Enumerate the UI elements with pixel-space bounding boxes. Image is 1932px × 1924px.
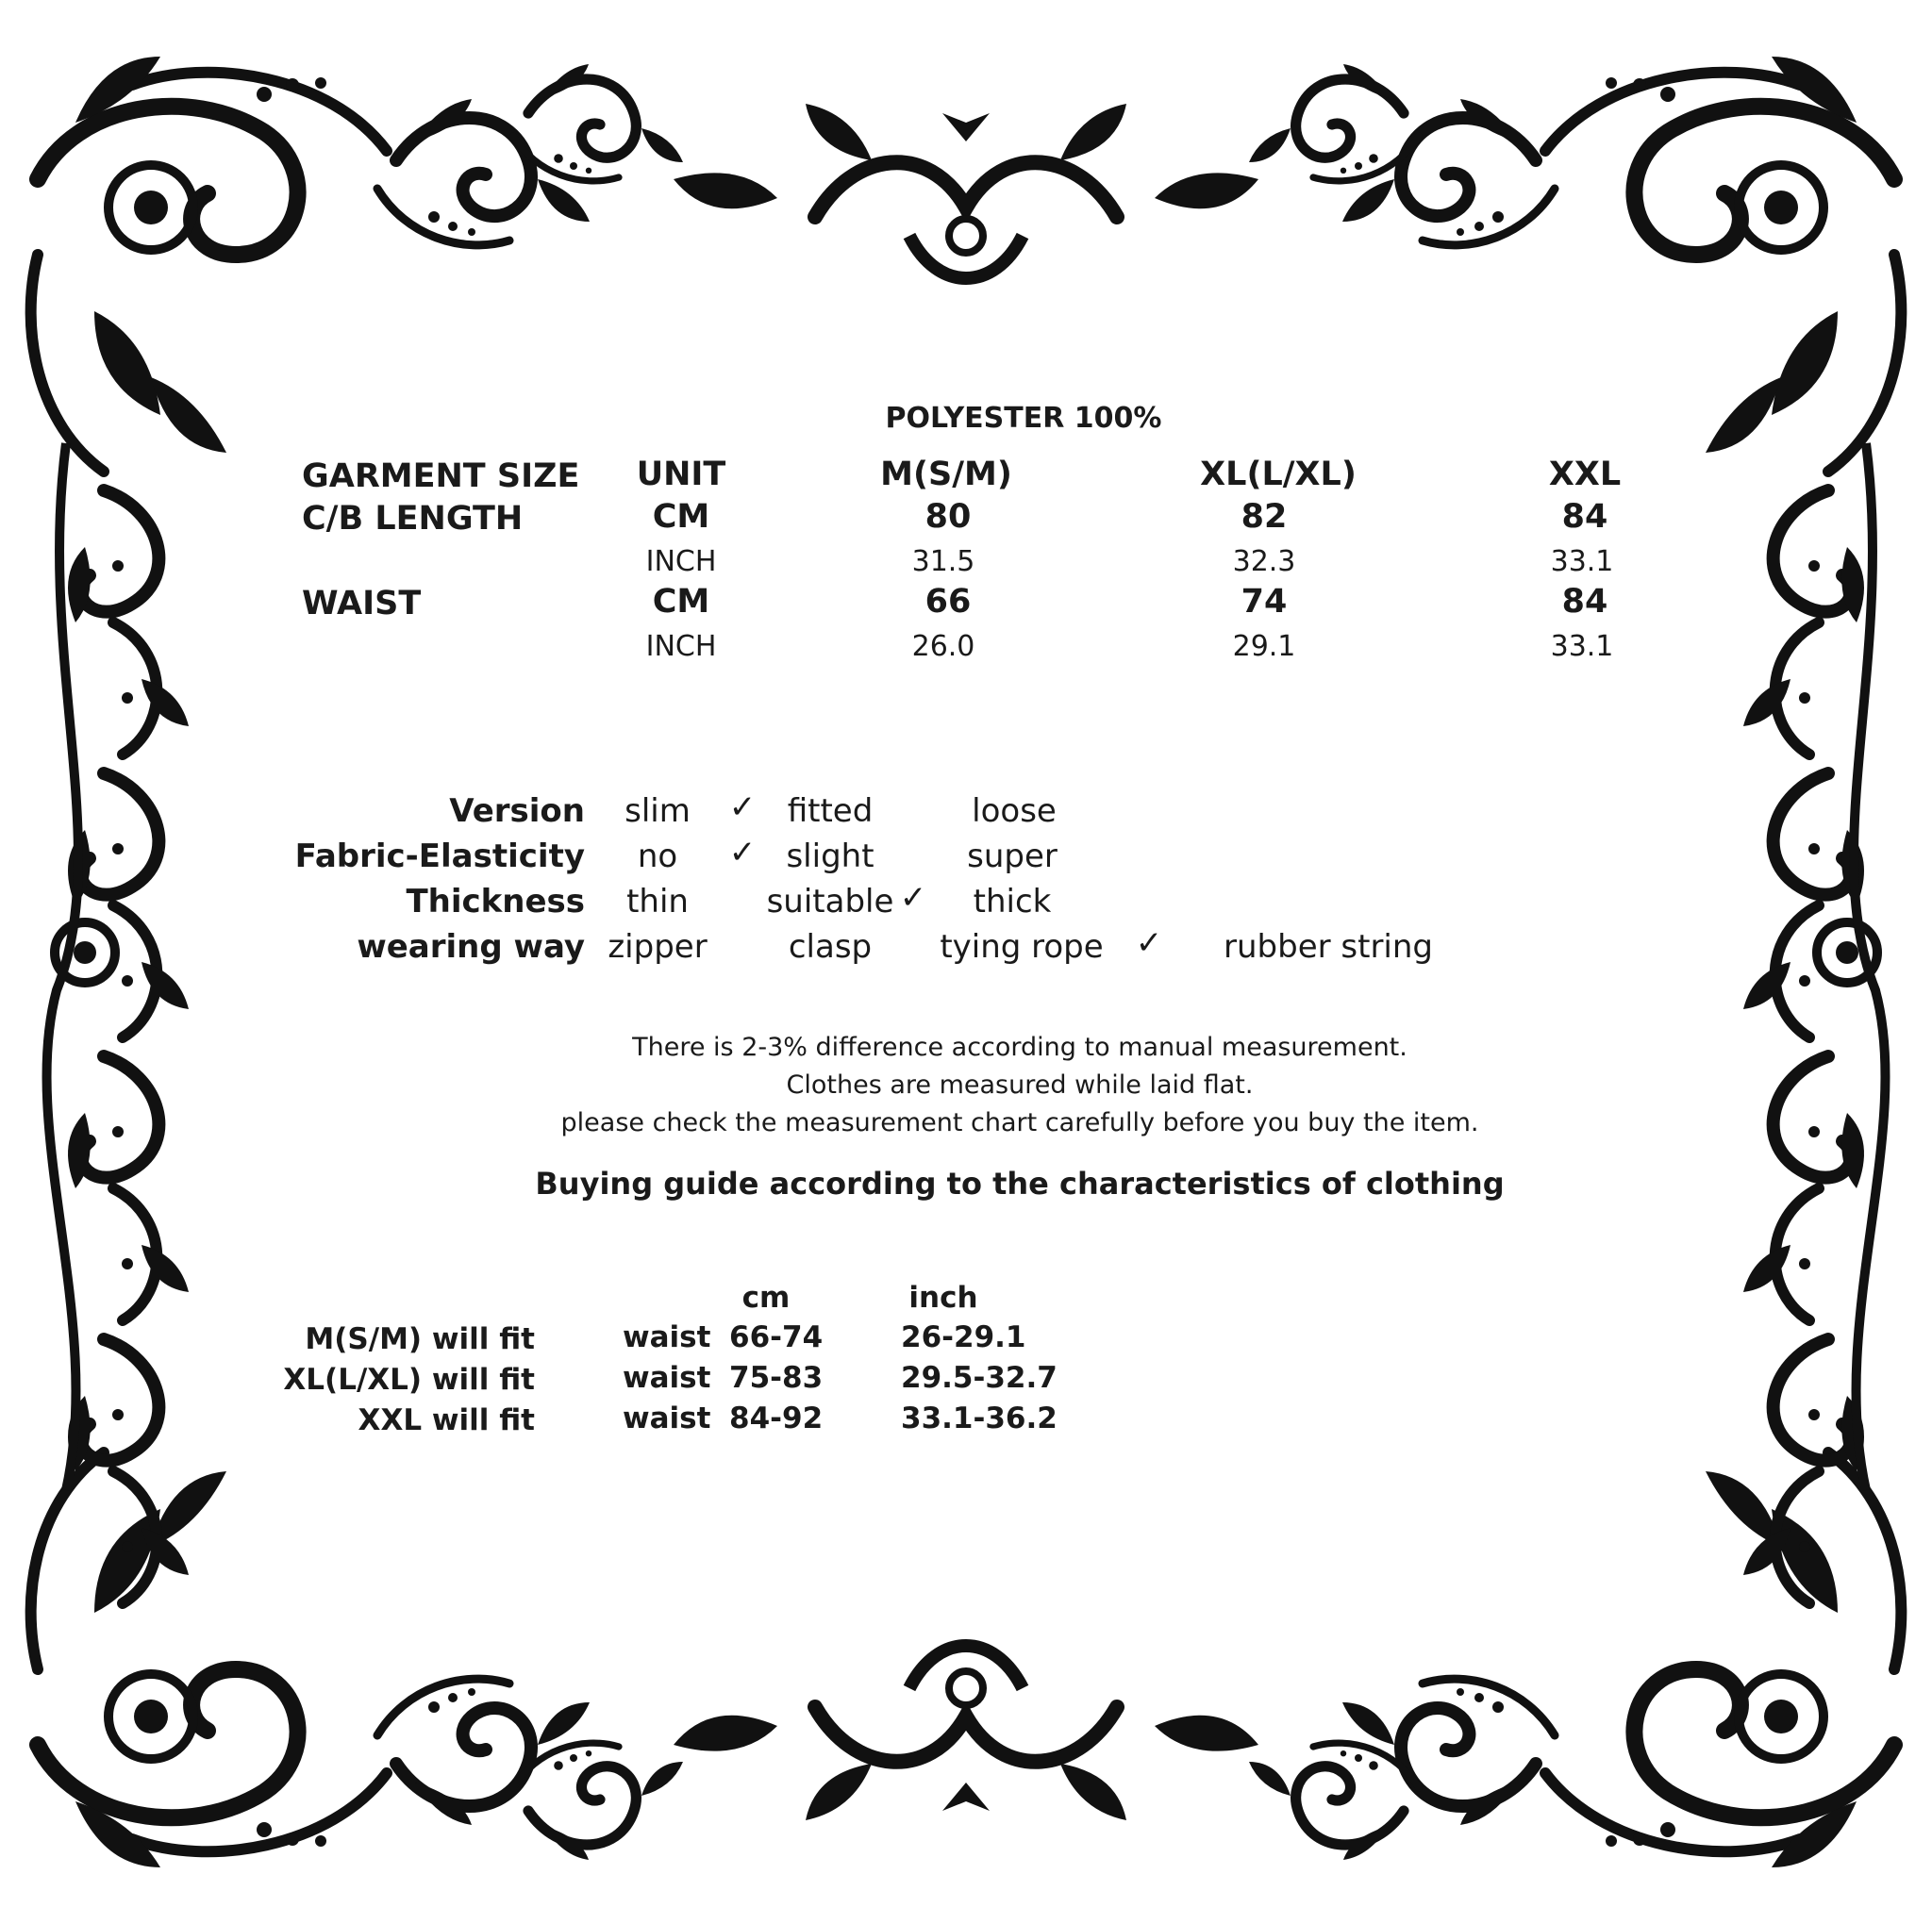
row-unit: CM: [652, 583, 710, 621]
row-unit: CM: [652, 498, 710, 536]
cell-value: 26.0: [911, 630, 975, 663]
row-unit: INCH: [645, 545, 717, 578]
feature-label-version: Version: [449, 792, 585, 830]
cell-value: 80: [924, 498, 972, 536]
feature-option: loose: [972, 792, 1057, 830]
check-icon: ✓: [1135, 924, 1163, 962]
cell-value: 33.1: [1550, 630, 1614, 663]
cell-value: 32.3: [1232, 545, 1296, 578]
note-line: Clothes are measured while laid flat.: [786, 1070, 1254, 1100]
fit-inch: 33.1-36.2: [901, 1402, 1058, 1435]
feature-option: fitted: [787, 792, 874, 830]
fit-col-inch: inch: [908, 1281, 978, 1315]
row-label-cb-length: C/B LENGTH: [302, 500, 524, 538]
fit-row-label: M(S/M) will fit: [305, 1322, 535, 1356]
feature-label-elasticity: Fabric-Elasticity: [294, 838, 585, 875]
cell-value: 74: [1241, 583, 1288, 621]
feature-option: slight: [786, 838, 874, 875]
cell-value: 66: [924, 583, 972, 621]
feature-option: suitable: [766, 883, 894, 921]
header-unit: UNIT: [636, 456, 726, 493]
fit-part: waist: [623, 1361, 711, 1395]
fit-cm: 75-83: [729, 1361, 824, 1395]
check-icon: ✓: [728, 834, 757, 871]
header-size-xl: XL(L/XL): [1200, 456, 1357, 493]
cell-value: 84: [1561, 498, 1608, 536]
header-size-m: M(S/M): [880, 456, 1012, 493]
cell-value: 84: [1561, 583, 1608, 621]
feature-label-wearing-way: wearing way: [357, 928, 585, 966]
check-icon: ✓: [728, 788, 757, 826]
fit-col-cm: cm: [741, 1281, 791, 1315]
row-label-waist: WAIST: [302, 585, 422, 622]
cell-value: 29.1: [1232, 630, 1296, 663]
feature-option: thick: [973, 883, 1052, 921]
cell-value: 31.5: [911, 545, 975, 578]
feature-option: clasp: [788, 928, 873, 966]
feature-option: tying rope: [940, 928, 1104, 966]
feature-option: slim: [625, 792, 691, 830]
header-size-xxl: XXL: [1548, 456, 1622, 493]
row-unit: INCH: [645, 630, 717, 663]
feature-option: super: [967, 838, 1058, 875]
fit-cm: 84-92: [729, 1402, 824, 1435]
fit-row-label: XL(L/XL) will fit: [283, 1363, 535, 1397]
note-line: please check the measurement chart carefully before you buy the item.: [560, 1108, 1479, 1137]
note-line: There is 2-3% difference according to manual measurement.: [632, 1033, 1407, 1062]
cell-value: 82: [1241, 498, 1288, 536]
header-garment-size: GARMENT SIZE: [302, 457, 580, 495]
fit-row-label: XXL will fit: [358, 1403, 535, 1437]
fit-inch: 26-29.1: [901, 1320, 1026, 1354]
feature-label-thickness: Thickness: [406, 883, 585, 921]
fit-cm: 66-74: [729, 1320, 824, 1354]
feature-option: rubber string: [1224, 928, 1433, 966]
feature-option: no: [637, 838, 678, 875]
feature-option: zipper: [608, 928, 708, 966]
fit-part: waist: [623, 1320, 711, 1354]
fit-inch: 29.5-32.7: [901, 1361, 1058, 1395]
check-icon: ✓: [899, 879, 927, 917]
fit-part: waist: [623, 1402, 711, 1435]
cell-value: 33.1: [1550, 545, 1614, 578]
material-label: POLYESTER 100%: [885, 402, 1162, 435]
guide-title: Buying guide according to the characteristics of clothing: [535, 1166, 1505, 1202]
feature-option: thin: [626, 883, 689, 921]
